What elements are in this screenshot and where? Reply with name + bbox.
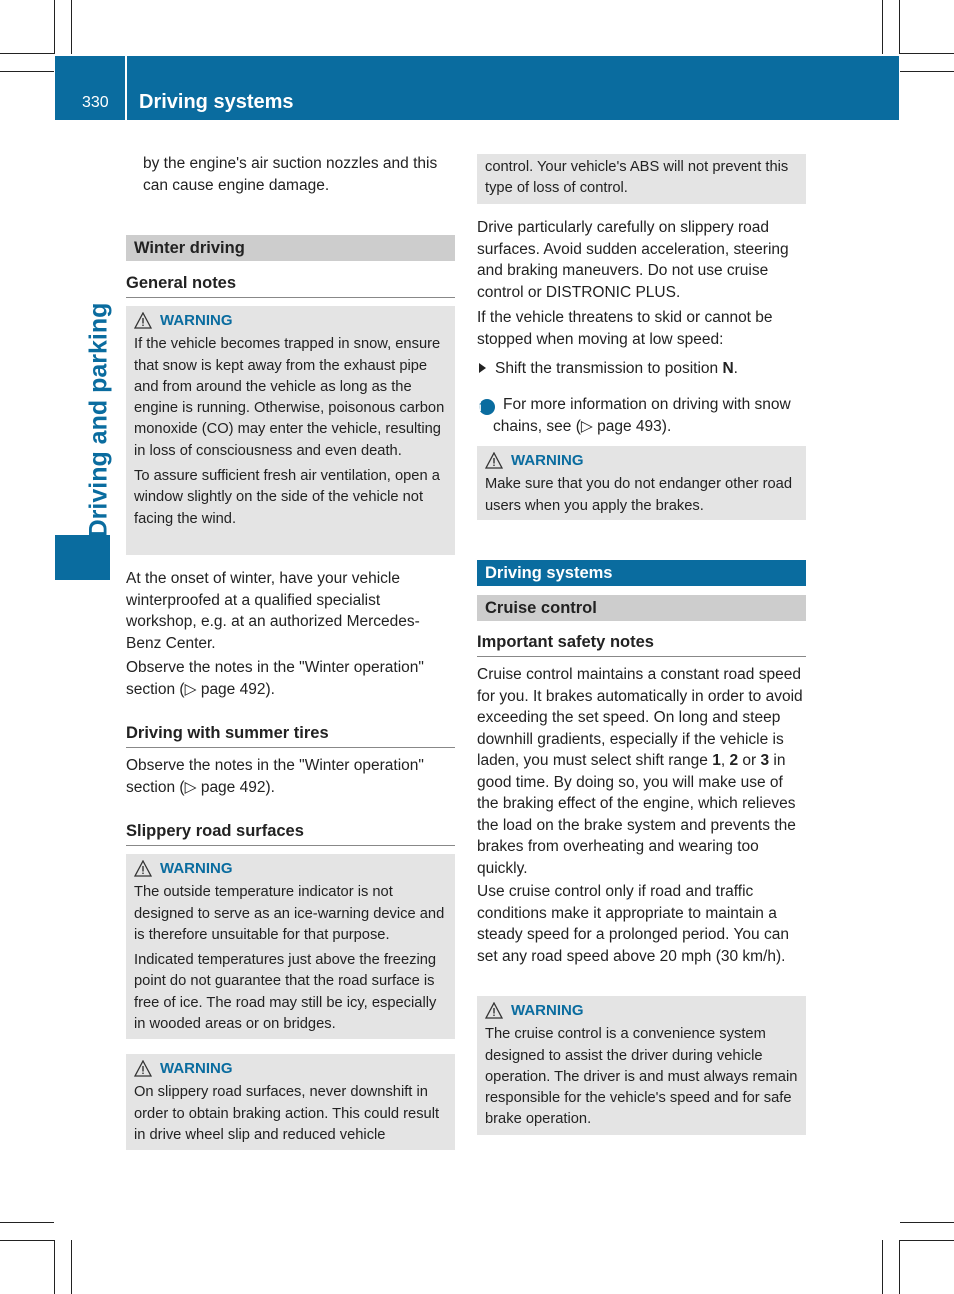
body-text: Use cruise control only if road and traffic conditions make it appropriate to maintain a steady speed for a prolonged period. You can set any road speed above 20 mph (30 km/h).: [477, 883, 789, 965]
crop-mark: [900, 71, 954, 72]
warning-text: To assure sufficient fresh air ventilation, open a window slightly on the side of the vehicle not facing the wind.: [134, 468, 440, 527]
crop-mark: [0, 1240, 54, 1241]
warning-box: [126, 1054, 455, 1150]
crop-mark: [900, 1240, 954, 1241]
warning-box: [477, 996, 806, 1135]
warning-title: WARNING: [160, 312, 233, 329]
crop-mark: [54, 1240, 55, 1294]
section-winter-driving: Winter driving: [126, 235, 455, 261]
instruction-step: Shift the transmission to position N.: [479, 358, 808, 380]
warning-title: WARNING: [160, 860, 233, 877]
subheading-summer-tires: Driving with summer tires: [126, 723, 455, 748]
page-reference-link[interactable]: ▷ page 493: [580, 417, 662, 435]
crop-mark: [0, 71, 54, 72]
warning-triangle-icon: [134, 860, 152, 877]
warning-text: control. Your vehicle's ABS will not prevent this type of loss of control.: [485, 159, 789, 197]
subheading-important-safety-notes: Important safety notes: [477, 632, 806, 657]
warning-triangle-icon: [485, 1002, 503, 1019]
warning-triangle-icon: [134, 312, 152, 329]
warning-box: [126, 854, 455, 1039]
crop-mark: [0, 1222, 54, 1223]
warning-triangle-icon: [134, 1060, 152, 1077]
chapter-tab: [55, 535, 110, 580]
page-header: [55, 56, 899, 120]
warning-title: WARNING: [511, 1002, 584, 1019]
crop-mark: [900, 1222, 954, 1223]
crop-mark: [882, 1240, 883, 1294]
warning-title: WARNING: [511, 452, 584, 469]
warning-box: [126, 306, 455, 555]
step-arrow-icon: [479, 363, 486, 373]
warning-box: [477, 446, 806, 520]
crop-mark: [900, 53, 954, 54]
body-text: At the onset of winter, have your vehicle winterproofed at a qualified specialist workshop, e.g. at an authorized Mercedes-Benz Center.: [126, 570, 420, 652]
warning-triangle-icon: [485, 452, 503, 469]
subheading-general-notes: General notes: [126, 273, 455, 298]
body-text: Drive particularly carefully on slippery road surfaces. Avoid sudden acceleration, steering and braking maneuvers. Do not use cruise control or DISTRONIC PLUS.: [477, 219, 789, 301]
page-title: Driving systems: [139, 91, 294, 113]
page-reference-link[interactable]: ▷ page 492: [184, 680, 266, 698]
crop-mark: [0, 53, 54, 54]
body-text: Observe the notes in the "Winter operation" section (▷ page 492).: [126, 757, 424, 796]
warning-text: On slippery road surfaces, never downshift in order to obtain braking action. This could result in drive wheel slip and reduced vehicle: [134, 1084, 440, 1143]
body-text: Cruise control maintains a constant road speed for you. It brakes automatically in order to avoid exceeding the set speed. On long and steep downhill gradients, especially if the vehicle is laden, you must select shift range 1, 2 or 3 in good time. By doing so, you will make use of the braking effect of the engine, which relieves the load on the brake system and prevents the brakes from overheating and wearing too quickly.: [477, 666, 803, 877]
page-reference-link[interactable]: ▷ page 492: [184, 778, 266, 796]
crop-mark: [899, 1240, 900, 1294]
crop-mark: [882, 0, 883, 54]
info-icon: i: [479, 399, 495, 415]
section-driving-systems: Driving systems: [477, 560, 806, 586]
warning-continuation-box: [477, 154, 806, 204]
crop-mark: [899, 0, 900, 54]
warning-heading: [134, 310, 447, 331]
intro-text: by the engine's air suction nozzles and this can cause engine damage.: [143, 155, 438, 194]
warning-heading: [134, 858, 447, 879]
warning-heading: [134, 1058, 447, 1079]
section-cruise-control: Cruise control: [477, 595, 806, 621]
warning-title: WARNING: [160, 1060, 233, 1077]
body-text: Observe the notes in the "Winter operation" section (▷ page 492).: [126, 659, 424, 698]
crop-mark: [54, 0, 55, 54]
warning-text: Make sure that you do not endanger other road users when you apply the brakes.: [485, 476, 793, 514]
page-number: 330: [82, 94, 109, 111]
warning-heading: [485, 450, 798, 471]
crop-mark: [71, 0, 72, 54]
crop-mark: [71, 1240, 72, 1294]
warning-text: The outside temperature indicator is not designed to serve as an ice-warning device and is therefore unsuitable for that purpose.: [134, 884, 445, 943]
chapter-label: Driving and parking: [84, 302, 113, 538]
warning-text: Indicated temperatures just above the freezing point do not guarantee that the road surface is free of ice. The road may still be icy, especially in wooded areas or on bridges.: [134, 952, 437, 1033]
warning-heading: [485, 1000, 798, 1021]
info-note: i For more information on driving with snow chains, see (▷ page 493).: [478, 396, 791, 435]
warning-text: The cruise control is a convenience system designed to assist the driver during vehicle operation. The driver is and must always remain responsible for the vehicle's speed and for safe brake operation.: [485, 1026, 798, 1128]
header-divider: [125, 56, 127, 120]
warning-text: If the vehicle becomes trapped in snow, ensure that snow is kept away from the exhaust pipe and from around the vehicle as long as the engine is running. Otherwise, poisonous carbon monoxide (CO) may enter the vehicle, resulting in loss of consciousness and even death.: [134, 336, 445, 459]
body-text: If the vehicle threatens to skid or cannot be stopped when moving at low speed:: [477, 309, 773, 348]
subheading-slippery-roads: Slippery road surfaces: [126, 821, 455, 846]
